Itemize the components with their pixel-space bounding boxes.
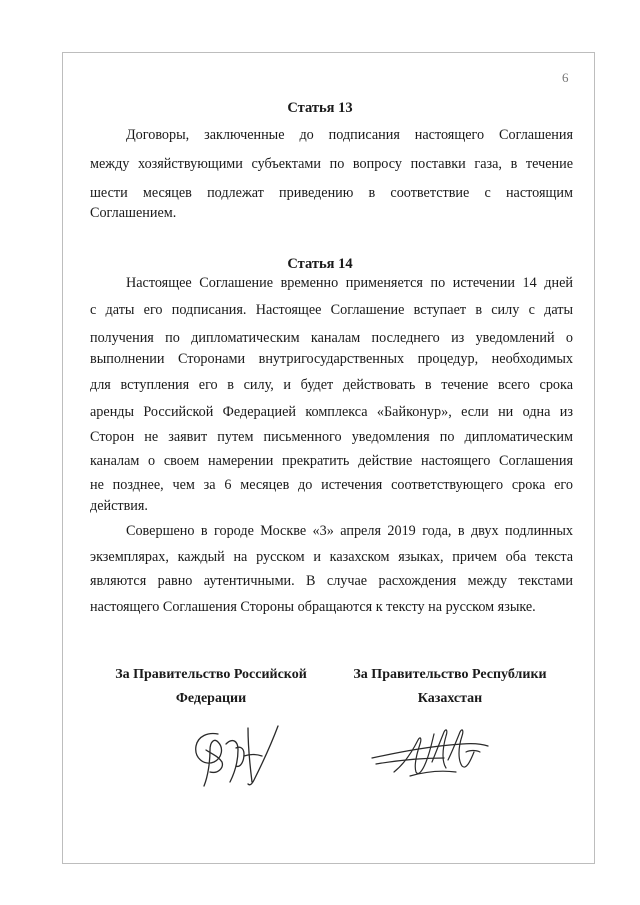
article-14-line-8: каналам о своем намерении прекратить действие настоящего Соглашения [90, 453, 573, 469]
article-14-line-4: выполнении Сторонами внутригосударственных процедур, необходимых [90, 351, 573, 367]
article-14-line-9: не позднее, чем за 6 месяцев до истечения соответствующего срока его [90, 477, 573, 493]
article-14-line-7: Сторон не заявит путем письменного уведомления по дипломатическим [90, 429, 573, 445]
signature-label-russia-line-1: За Правительство Российской [115, 667, 307, 682]
article-13-line-2: между хозяйствующими субъектами по вопросу поставки газа, в течение [90, 156, 573, 172]
article-14-title: Статья 14 [287, 256, 353, 272]
signature-label-russia-line-2: Федерации [175, 691, 247, 706]
closing-line-1: Совершено в городе Москве «3» апреля 2019 года, в двух подлинных [126, 523, 573, 539]
closing-line-4: настоящего Соглашения Стороны обращаются к тексту на русском языке. [90, 599, 536, 615]
signature-label-kazakhstan-line-1: За Правительство Республики [353, 667, 547, 682]
article-13-title: Статья 13 [287, 100, 353, 116]
article-13-line-3: шести месяцев подлежат приведению в соответствие с настоящим [90, 185, 573, 201]
closing-line-2: экземплярах, каждый на русском и казахском языках, причем оба текста [90, 549, 573, 565]
article-14-line-10: действия. [90, 498, 148, 514]
closing-line-3: являются равно аутентичными. В случае расхождения между текстами [90, 573, 573, 589]
article-13-line-1: Договоры, заключенные до подписания настоящего Соглашения [126, 127, 573, 143]
article-13-line-4: Соглашением. [90, 205, 177, 221]
kazakhstan-signature [370, 722, 500, 782]
article-14-line-6: аренды Российской Федерацией комплекса «Байконур», если ни одна из [90, 404, 573, 420]
russia-signature [178, 720, 298, 792]
signature-label-kazakhstan-line-2: Казахстан [417, 691, 483, 706]
article-14-line-3: получения по дипломатическим каналам последнего из уведомлений о [90, 330, 573, 346]
article-14-line-1: Настоящее Соглашение временно применяется по истечении 14 дней [126, 275, 573, 291]
page-number: 6 [562, 70, 569, 85]
article-14-line-2: с даты его подписания. Настоящее Соглашение вступает в силу с даты [90, 302, 573, 318]
article-14-line-5: для вступления его в силу, и будет действовать в течение всего срока [90, 377, 573, 393]
